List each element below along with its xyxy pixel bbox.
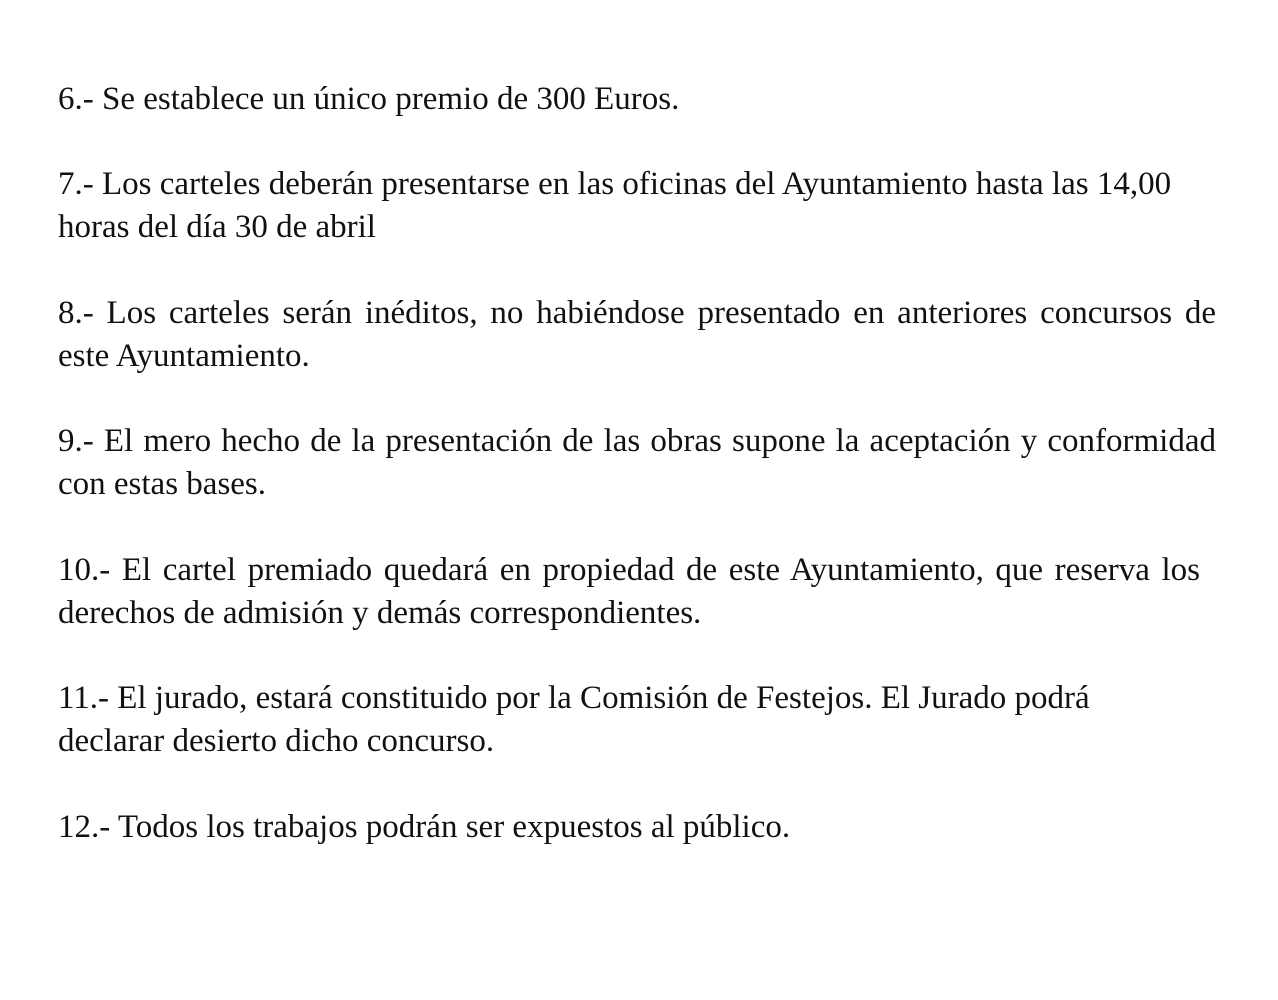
clause-11: 11.- El jurado, estará constituido por la Comisión de Festejos. El Jurado podrá declarar desierto dicho concurso. [58, 680, 1090, 759]
clause-8: 8.- Los carteles serán inéditos, no habiéndose presentado en anteriores concursos de este Ayuntamiento. [58, 295, 1216, 374]
clause-12: 12.- Todos los trabajos podrán ser expuestos al público. [58, 809, 791, 845]
clause-6: 6.- Se establece un único premio de 300 Euros. [58, 81, 680, 117]
clause-10: 10.- El cartel premiado quedará en propiedad de este Ayuntamiento, que reserva los derechos de admisión y demás correspondientes. [58, 552, 1200, 631]
clause-7: 7.- Los carteles deberán presentarse en las oficinas del Ayuntamiento hasta las 14,00 horas del día 30 de abril [58, 166, 1172, 245]
clause-9: 9.- El mero hecho de la presentación de las obras supone la aceptación y conformidad con estas bases. [58, 423, 1216, 502]
